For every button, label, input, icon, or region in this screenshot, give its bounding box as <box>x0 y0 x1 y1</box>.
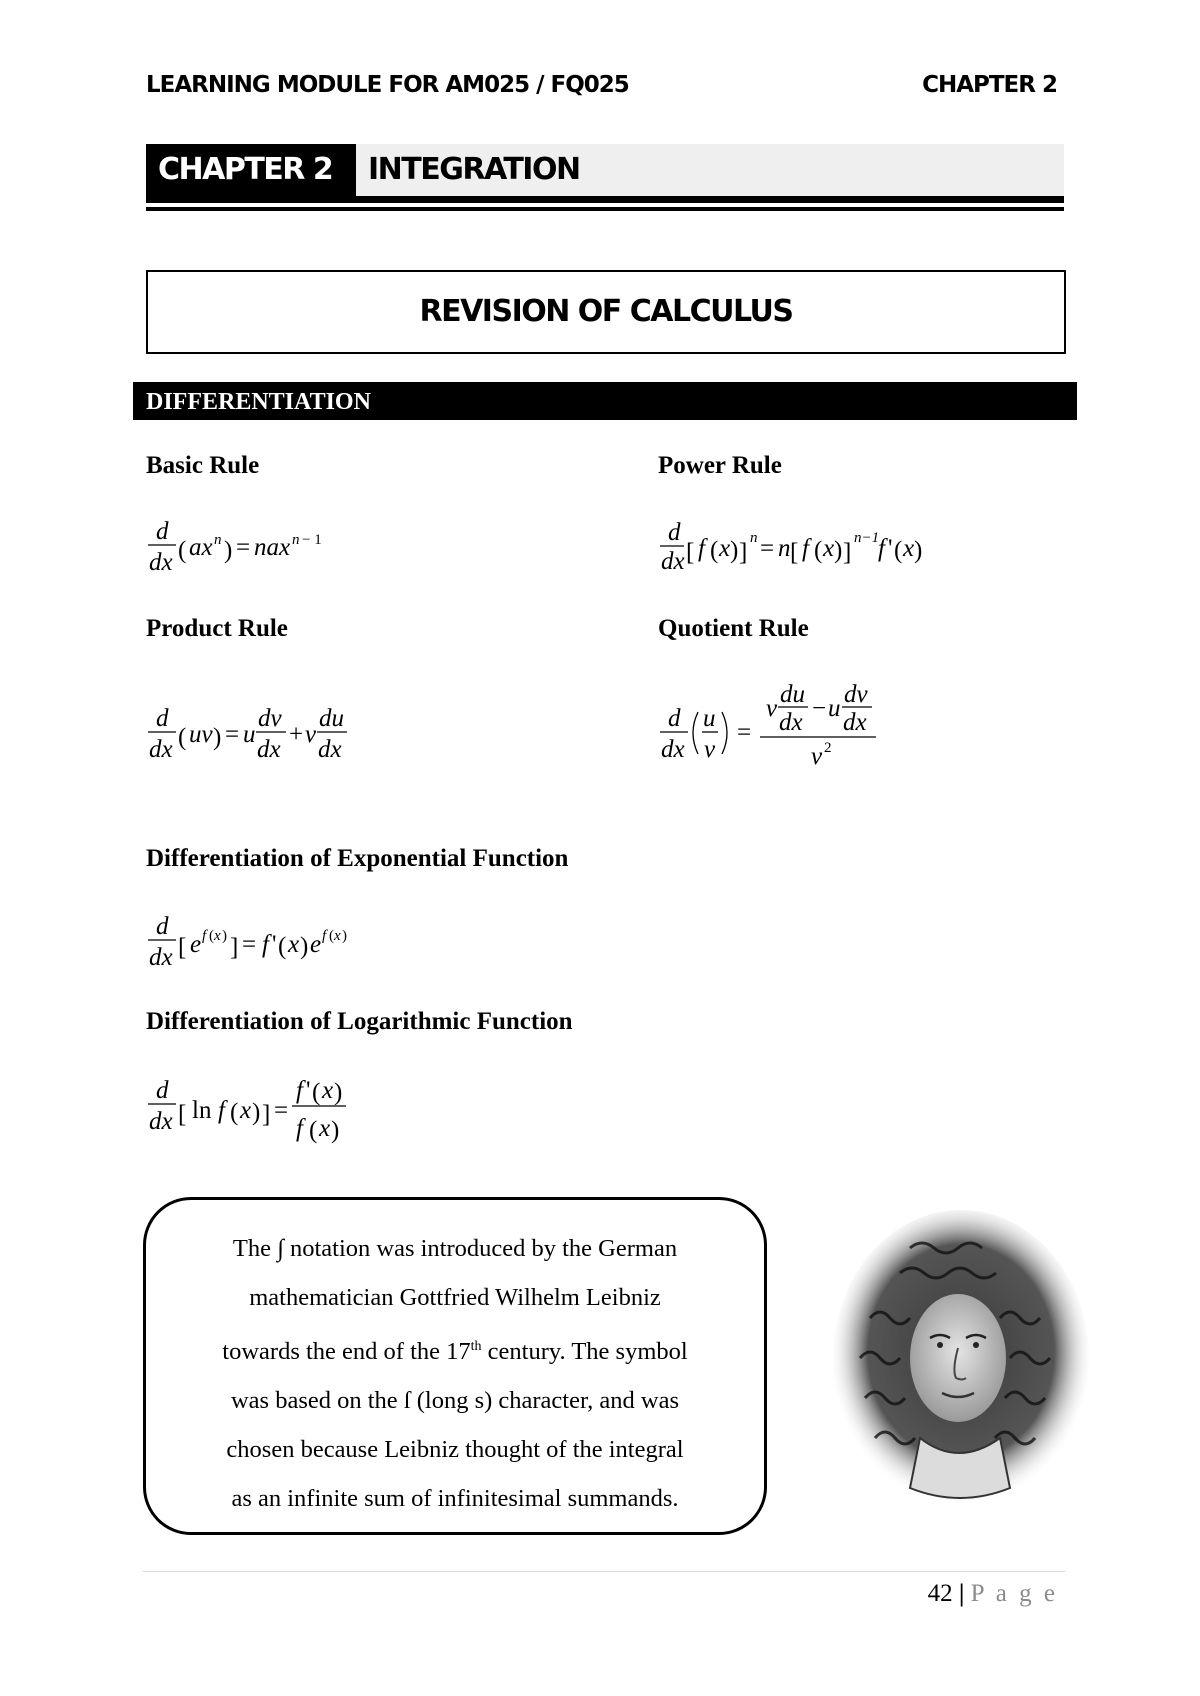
svg-text:(: ( <box>309 1117 318 1144</box>
svg-text:dv: dv <box>844 681 868 708</box>
svg-text:(: ( <box>278 933 287 960</box>
svg-text:]: ] <box>262 1101 271 1128</box>
svg-text:uv: uv <box>189 721 213 748</box>
svg-text:=: = <box>274 1097 289 1124</box>
chapter-heading <box>146 144 1064 196</box>
svg-text:n−1: n−1 <box>854 530 880 546</box>
svg-text:x: x <box>903 535 915 562</box>
chapter-title: INTEGRATION <box>356 144 1064 196</box>
svg-text:v: v <box>305 721 317 748</box>
svg-text:u: u <box>243 721 256 748</box>
logarithmic-rule-label: Differentiation of Logarithmic Function <box>146 1008 573 1035</box>
note-line-4: was based on the ſ (long s) character, and was <box>230 1387 680 1415</box>
svg-text:dv: dv <box>258 705 282 732</box>
note-line-2: mathematician Gottfried Wilhelm Leibniz <box>249 1284 661 1311</box>
svg-text:=: = <box>225 721 240 748</box>
basic-rule-formula <box>146 515 386 575</box>
svg-text:n: n <box>292 532 300 548</box>
svg-text:): ) <box>342 928 347 944</box>
svg-text:[: [ <box>178 934 187 961</box>
svg-text:): ) <box>730 537 739 564</box>
svg-text:dx: dx <box>843 709 867 736</box>
svg-text:x: x <box>719 535 731 562</box>
svg-text:dx: dx <box>257 736 281 763</box>
svg-text:dx: dx <box>661 736 685 763</box>
leibniz-portrait <box>830 1208 1092 1508</box>
svg-text:': ' <box>272 931 277 958</box>
page-label: P a g e <box>970 1580 1058 1607</box>
svg-text:f: f <box>802 535 809 562</box>
footer-rule <box>143 1571 1065 1572</box>
svg-text:d: d <box>156 518 169 545</box>
svg-text:d: d <box>668 519 681 546</box>
svg-text:]: ] <box>230 934 239 961</box>
exponential-rule-label: Differentiation of Exponential Function <box>146 845 569 872</box>
svg-text:dx: dx <box>149 1108 173 1135</box>
svg-text:+: + <box>289 721 304 748</box>
svg-text:): ) <box>213 724 222 751</box>
power-rule-formula <box>658 518 988 578</box>
svg-text:): ) <box>224 537 233 564</box>
svg-text:(: ( <box>894 537 903 564</box>
svg-text:n: n <box>778 535 791 562</box>
svg-text:d: d <box>156 705 169 732</box>
svg-text:): ) <box>331 1117 340 1144</box>
svg-text:[: [ <box>790 539 799 566</box>
svg-text:v: v <box>704 736 716 763</box>
svg-text:2: 2 <box>824 740 832 756</box>
svg-text:=: = <box>242 931 257 958</box>
note-line-6: as an infinite sum of infinitesimal summands. <box>231 1485 679 1513</box>
svg-text:u: u <box>703 705 716 732</box>
svg-text:dx: dx <box>149 549 173 576</box>
svg-text:e: e <box>310 931 322 958</box>
svg-text:(: ( <box>209 928 214 944</box>
svg-text:d: d <box>668 705 681 732</box>
svg-text:(: ( <box>814 537 823 564</box>
footer-separator: | <box>958 1580 965 1607</box>
svg-text:x: x <box>334 928 341 944</box>
svg-text:=: = <box>737 719 752 746</box>
svg-text:f: f <box>218 1097 225 1124</box>
svg-text:): ) <box>300 933 309 960</box>
svg-text:): ) <box>834 537 843 564</box>
power-rule-label: Power Rule <box>658 452 782 479</box>
svg-text:]: ] <box>843 539 852 566</box>
svg-text:): ) <box>334 1079 343 1106</box>
svg-text:d: d <box>156 1077 169 1104</box>
note-line-5: chosen because Leibniz thought of the integral <box>226 1436 684 1464</box>
svg-text:x: x <box>288 931 300 958</box>
svg-text:(: ( <box>312 1079 321 1106</box>
page-footer <box>928 1580 1058 1608</box>
svg-text:): ) <box>222 928 227 944</box>
svg-text:dx: dx <box>318 736 342 763</box>
svg-text:ax: ax <box>189 534 213 561</box>
basic-rule-label: Basic Rule <box>146 452 260 479</box>
svg-text:): ) <box>914 537 923 564</box>
svg-text:': ' <box>888 535 893 562</box>
svg-text:du: du <box>319 705 344 732</box>
svg-text:u: u <box>828 695 841 722</box>
svg-text:e: e <box>190 931 202 958</box>
svg-text:v: v <box>811 743 823 770</box>
svg-text:x: x <box>240 1097 252 1124</box>
heading-rule-thick <box>146 196 1064 203</box>
svg-text:nax: nax <box>254 534 291 561</box>
svg-text:(: ( <box>710 537 719 564</box>
svg-text:f: f <box>202 928 207 944</box>
exponential-rule-formula <box>146 910 406 970</box>
svg-text:]: ] <box>739 539 748 566</box>
revision-title-box: REVISION OF CALCULUS <box>146 270 1066 354</box>
svg-text:(: ( <box>178 724 187 751</box>
heading-rule-thin <box>146 207 1064 211</box>
svg-text:dx: dx <box>149 944 173 971</box>
svg-text:x: x <box>214 928 221 944</box>
svg-text:(: ( <box>329 928 334 944</box>
leibniz-note-box <box>143 1197 767 1535</box>
svg-text:[: [ <box>178 1101 187 1128</box>
running-header-chapter: CHAPTER 2 <box>922 72 1057 98</box>
svg-text:): ) <box>252 1099 261 1126</box>
svg-text:f: f <box>322 928 327 944</box>
svg-text:− 1: − 1 <box>302 532 322 548</box>
svg-text:(: ( <box>230 1099 239 1126</box>
svg-text:f: f <box>262 931 269 958</box>
note-line-3-start: towards the end of the 17 <box>222 1338 471 1366</box>
quotient-rule-label: Quotient Rule <box>658 615 809 642</box>
svg-text:v: v <box>766 695 778 722</box>
svg-text:f: f <box>698 535 705 562</box>
svg-text:n: n <box>214 532 222 548</box>
svg-text:ln: ln <box>192 1097 212 1124</box>
note-line-3 <box>146 1322 764 1376</box>
note-line-3-end: century. The symbol <box>481 1338 688 1366</box>
logarithmic-rule-formula <box>146 1070 406 1150</box>
product-rule-formula <box>146 702 406 762</box>
svg-text:(: ( <box>178 537 187 564</box>
svg-text:d: d <box>156 913 169 940</box>
svg-text:f: f <box>296 1115 303 1142</box>
product-rule-label: Product Rule <box>146 615 288 642</box>
svg-text:x: x <box>319 1115 331 1142</box>
svg-text:=: = <box>760 535 775 562</box>
svg-text:x: x <box>823 535 835 562</box>
note-line-3-superscript: th <box>470 1339 482 1354</box>
svg-text:x: x <box>322 1077 334 1104</box>
svg-text:f: f <box>878 535 885 562</box>
note-line-1: The ∫ notation was introduced by the German <box>232 1235 678 1262</box>
chapter-number: CHAPTER 2 <box>146 144 356 196</box>
svg-text:−: − <box>812 695 827 722</box>
svg-text:=: = <box>236 534 251 561</box>
svg-text:du: du <box>780 681 805 708</box>
svg-text:n: n <box>750 530 758 546</box>
svg-text:dx: dx <box>661 548 685 575</box>
section-heading-differentiation: DIFFERENTIATION <box>133 382 1077 420</box>
quotient-rule-formula <box>658 682 918 782</box>
running-header-title: LEARNING MODULE FOR AM025 / FQ025 <box>146 72 629 98</box>
svg-text:dx: dx <box>149 736 173 763</box>
svg-text:': ' <box>306 1077 311 1104</box>
svg-text:[: [ <box>686 539 695 566</box>
page-number: 42 <box>927 1580 953 1607</box>
svg-text:f: f <box>296 1077 303 1104</box>
svg-text:dx: dx <box>779 709 803 736</box>
